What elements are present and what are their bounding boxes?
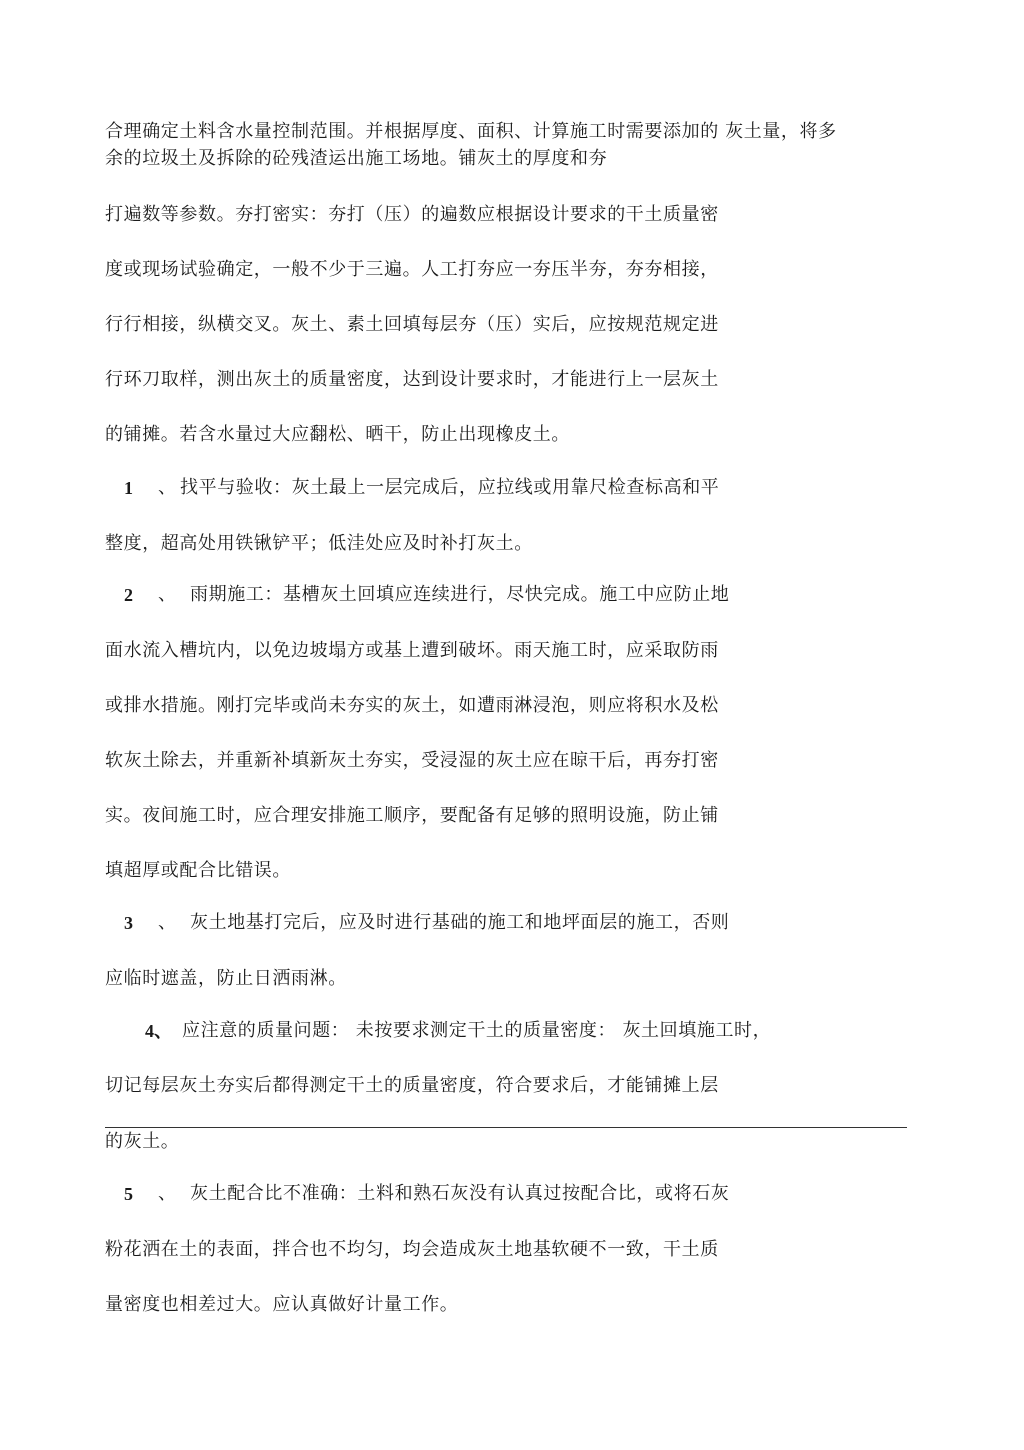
body-line: 余的垃圾土及拆除的砼残渣运出施工场地。铺灰土的厚度和夯 xyxy=(105,148,608,169)
body-line: 行行相接，纵横交叉。灰土、素土回填每层夯（压）实后，应按规范规定进 xyxy=(105,314,719,335)
body-line: 面水流入槽坑内，以免边坡塌方或基上遭到破坏。雨天施工时，应采取防雨 xyxy=(105,640,719,661)
item-number: 2 xyxy=(124,585,133,605)
body-line: 度或现场试验确定，一般不少于三遍。人工打夯应一夯压半夯，夯夯相接， xyxy=(105,259,719,280)
item-number: 3 xyxy=(124,913,133,933)
body-line: 应临时遮盖，防止日洒雨淋。 xyxy=(105,968,347,989)
item-text: 找平与验收：灰土最上一层完成后，应拉线或用靠尺检查标高和平 xyxy=(180,477,720,498)
body-line: 量密度也相差过大。应认真做好计量工作。 xyxy=(105,1294,459,1315)
item-text: 雨期施工：基槽灰土回填应连续进行，尽快完成。施工中应防止地 xyxy=(190,584,730,605)
body-line: 填超厚或配合比错误。 xyxy=(105,860,291,881)
item-number: 1 xyxy=(124,478,133,498)
body-line: 整度，超高处用铁锹铲平；低洼处应及时补打灰土。 xyxy=(105,533,533,554)
body-line: 打遍数等参数。夯打密实：夯打（压）的遍数应根据设计要求的干土质量密 xyxy=(105,204,719,225)
item-separator: 、 xyxy=(158,912,176,933)
body-line: 行环刀取样，测出灰土的质量密度，达到设计要求时，才能进行上一层灰土 xyxy=(105,369,719,390)
item-text: 灰土配合比不准确：土料和熟石灰没有认真过按配合比，或将石灰 xyxy=(190,1183,730,1204)
item-separator: 、 xyxy=(158,584,176,605)
body-line: 的灰土。 xyxy=(105,1131,180,1152)
body-line: 合理确定土料含水量控制范围。并根据厚度、面积、计算施工时需要添加的 灰土量，将多 xyxy=(105,121,837,142)
body-line: 或排水措施。刚打完毕或尚未夯实的灰土，如遭雨淋浸泡，则应将积水及松 xyxy=(105,695,719,716)
item-number: 5 xyxy=(124,1184,133,1204)
body-line: 切记每层灰土夯实后都得测定干土的质量密度，符合要求后，才能铺摊上层 xyxy=(105,1075,719,1096)
item-text: 应注意的质量问题： 未按要求测定干土的质量密度： 灰土回填施工时， xyxy=(182,1020,772,1041)
body-line: 的铺摊。若含水量过大应翻松、晒干，防止出现橡皮土。 xyxy=(105,424,570,445)
item-text: 灰土地基打完后，应及时进行基础的施工和地坪面层的施工，否则 xyxy=(190,912,730,933)
horizontal-rule xyxy=(105,1127,907,1128)
item-separator: 、 xyxy=(158,477,176,498)
body-line: 软灰土除去，并重新补填新灰土夯实，受浸湿的灰土应在晾干后，再夯打密 xyxy=(105,750,719,771)
body-line: 粉花洒在土的表面，拌合也不均匀，均会造成灰土地基软硬不一致，干土质 xyxy=(105,1239,719,1260)
item-number: 4、 xyxy=(145,1021,172,1041)
body-line: 实。夜间施工时，应合理安排施工顺序，要配备有足够的照明设施，防止铺 xyxy=(105,805,719,826)
item-separator: 、 xyxy=(158,1183,176,1204)
